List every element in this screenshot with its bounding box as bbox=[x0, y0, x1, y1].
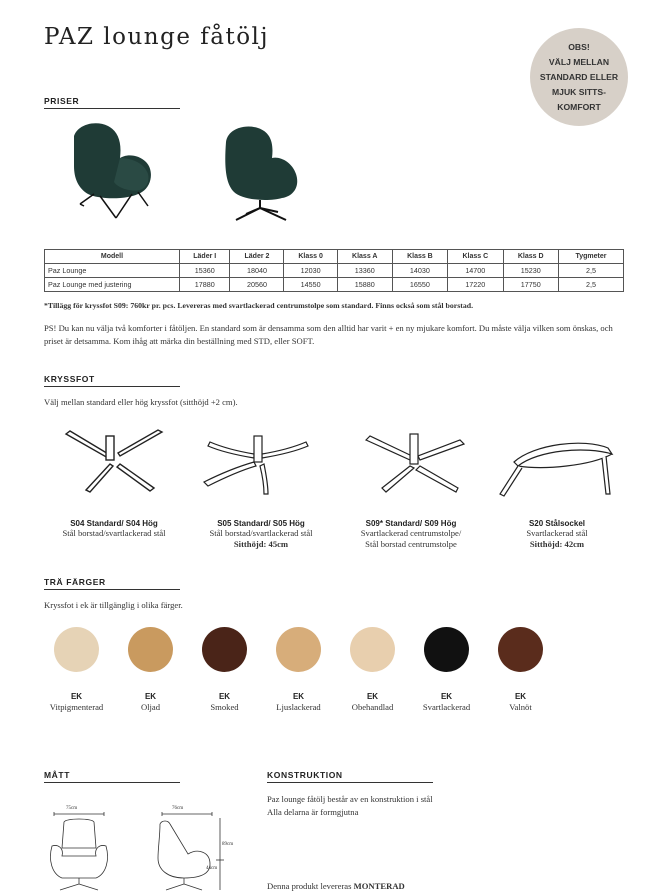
wood-swatch-type: EK bbox=[144, 692, 157, 701]
wood-swatch bbox=[410, 627, 483, 713]
base-option-seat-height: Sitthöjd: 42cm bbox=[529, 539, 585, 549]
section-divider bbox=[267, 782, 433, 783]
table-cell: Paz Lounge bbox=[45, 264, 180, 278]
table-cell: 13360 bbox=[337, 264, 392, 278]
base-option-name: S05 Standard/ S05 Hög bbox=[217, 519, 305, 528]
table-cell: 2,5 bbox=[558, 264, 623, 278]
wood-swatch bbox=[484, 627, 557, 713]
wood-swatch-color bbox=[202, 627, 247, 672]
wood-swatch-name: Smoked bbox=[210, 702, 239, 712]
base-option-desc: Stål borstad centrumstolpe bbox=[365, 539, 457, 549]
delivery-prefix: Denna produkt levereras bbox=[267, 881, 352, 891]
page-title: PAZ lounge fåtölj bbox=[44, 24, 270, 50]
base-option bbox=[190, 519, 332, 550]
section-divider bbox=[44, 108, 180, 109]
chair-image-legs bbox=[60, 118, 170, 224]
base-option bbox=[340, 519, 482, 550]
dimensions-section-label: MÅTT bbox=[44, 770, 71, 780]
table-cell: 18040 bbox=[230, 264, 284, 278]
kryssfot-intro: Välj mellan standard eller hög kryssfot (sitthöjd +2 cm). bbox=[44, 397, 238, 407]
table-cell: 20560 bbox=[230, 278, 284, 292]
table-cell: 15880 bbox=[337, 278, 392, 292]
construction-line: Paz lounge fåtölj består av en konstruktion i stål bbox=[267, 794, 433, 804]
price-footnote: *Tillägg för kryssfot S09: 760kr pr. pcs. Levereras med svartlackerad centrumstolpe som standard. Finns också som stål borstad. bbox=[44, 301, 474, 310]
column-header: Tygmeter bbox=[558, 250, 623, 264]
column-header: Läder 2 bbox=[230, 250, 284, 264]
chair-image-swivel bbox=[216, 122, 300, 224]
wood-swatch-type: EK bbox=[218, 692, 231, 701]
table-cell: 17880 bbox=[180, 278, 230, 292]
column-header: Klass C bbox=[448, 250, 503, 264]
wood-swatch-name: Vitpigmenterad bbox=[49, 702, 104, 712]
table-cell: 12030 bbox=[284, 264, 337, 278]
wood-intro: Kryssfot i ek är tillgänglig i olika färger. bbox=[44, 600, 183, 610]
wood-swatch-type: EK bbox=[70, 692, 83, 701]
base-option-desc: Stål borstad/svartlackerad stål bbox=[62, 528, 166, 538]
badge-line: KOMFORT bbox=[557, 101, 601, 112]
dim-width-side: 76cm bbox=[172, 806, 184, 811]
base-s04-image bbox=[62, 428, 166, 496]
dim-height: 89cm bbox=[222, 842, 234, 847]
wood-swatch-color bbox=[498, 627, 543, 672]
table-cell: 15230 bbox=[503, 264, 558, 278]
table-header-row bbox=[45, 250, 624, 264]
dimension-front-drawing bbox=[44, 808, 134, 892]
wood-swatch-color bbox=[128, 627, 173, 672]
table-row bbox=[45, 278, 624, 292]
base-option-name: S20 Stålsockel bbox=[528, 519, 586, 528]
wood-swatch-name: Oljad bbox=[140, 702, 161, 712]
wood-swatch-name: Svartlackerad bbox=[422, 702, 471, 712]
column-header: Klass A bbox=[337, 250, 392, 264]
table-cell: 15360 bbox=[180, 264, 230, 278]
construction-line: Alla delarna är formgjutna bbox=[267, 807, 359, 817]
wood-swatch bbox=[114, 627, 187, 713]
base-s20-image bbox=[494, 436, 620, 498]
delivery-state: MONTERAD bbox=[353, 881, 405, 891]
delivery-note bbox=[267, 881, 405, 891]
wood-swatch-name: Valnöt bbox=[509, 702, 532, 712]
construction-text bbox=[267, 793, 433, 819]
table-cell: 2,5 bbox=[558, 278, 623, 292]
wood-swatch-color bbox=[350, 627, 395, 672]
column-header: Klass 0 bbox=[284, 250, 337, 264]
table-cell: 17750 bbox=[503, 278, 558, 292]
table-cell: 14550 bbox=[284, 278, 337, 292]
base-s05-image bbox=[202, 430, 314, 496]
column-header: Läder I bbox=[180, 250, 230, 264]
wood-swatch-color bbox=[276, 627, 321, 672]
column-header: Modell bbox=[45, 250, 180, 264]
wood-swatch-type: EK bbox=[514, 692, 527, 701]
table-cell: 17220 bbox=[448, 278, 503, 292]
wood-swatch-type: EK bbox=[440, 692, 453, 701]
badge-line: MJUK SITTS- bbox=[552, 86, 606, 97]
base-option-seat-height: Sitthöjd: 45cm bbox=[233, 539, 289, 549]
wood-swatch-name: Ljuslackerad bbox=[276, 702, 321, 712]
wood-swatch-type: EK bbox=[292, 692, 305, 701]
table-cell: 14700 bbox=[448, 264, 503, 278]
section-divider bbox=[44, 782, 180, 783]
base-option bbox=[486, 519, 628, 550]
dim-seat-height: 44cm bbox=[206, 866, 218, 871]
section-divider bbox=[44, 589, 180, 590]
base-option-desc: Stål borstad/svartlackerad stål bbox=[209, 528, 313, 538]
prices-section-label: PRISER bbox=[44, 96, 80, 106]
table-cell: Paz Lounge med justering bbox=[45, 278, 180, 292]
base-option bbox=[42, 519, 186, 539]
table-cell: 16550 bbox=[392, 278, 447, 292]
wood-swatch-type: EK bbox=[366, 692, 379, 701]
base-s09-image bbox=[360, 432, 470, 494]
badge-line: OBS! bbox=[568, 41, 590, 52]
base-option-desc: Svartlackerad centrumstolpe/ bbox=[360, 528, 462, 538]
comfort-note: PS! Du kan nu välja två komforter i fåtöljen. En standard som är densamma som den alltid har varit + en ny mjukare komfort. Du måste välja vilken som önskas, och priset är detsamma. Kom ihåg att märka din beställning med STD, eller SOFT. bbox=[44, 323, 613, 346]
wood-swatch bbox=[40, 627, 113, 713]
wood-swatch-color bbox=[424, 627, 469, 672]
comfort-notice-badge bbox=[530, 28, 628, 126]
kryssfot-section-label: KRYSSFOT bbox=[44, 374, 95, 384]
price-table bbox=[44, 249, 624, 292]
wood-section-label: TRÄ FÄRGER bbox=[44, 577, 106, 587]
column-header: Klass B bbox=[392, 250, 447, 264]
wood-swatch bbox=[188, 627, 261, 713]
table-cell: 14030 bbox=[392, 264, 447, 278]
base-option-desc: Svartlackerad stål bbox=[526, 528, 588, 538]
dim-width-front: 75cm bbox=[66, 806, 78, 811]
dimension-side-drawing bbox=[144, 808, 234, 892]
construction-section-label: KONSTRUKTION bbox=[267, 770, 343, 780]
section-divider bbox=[44, 386, 180, 387]
wood-swatch-color bbox=[54, 627, 99, 672]
base-option-name: S09* Standard/ S09 Hög bbox=[365, 519, 457, 528]
wood-swatch-name: Obehandlad bbox=[351, 702, 394, 712]
wood-swatch bbox=[336, 627, 409, 713]
wood-swatch bbox=[262, 627, 335, 713]
table-row bbox=[45, 264, 624, 278]
badge-line: STANDARD ELLER bbox=[539, 71, 619, 82]
badge-line: VÄLJ MELLAN bbox=[548, 56, 610, 67]
column-header: Klass D bbox=[503, 250, 558, 264]
base-option-name: S04 Standard/ S04 Hög bbox=[70, 519, 158, 528]
